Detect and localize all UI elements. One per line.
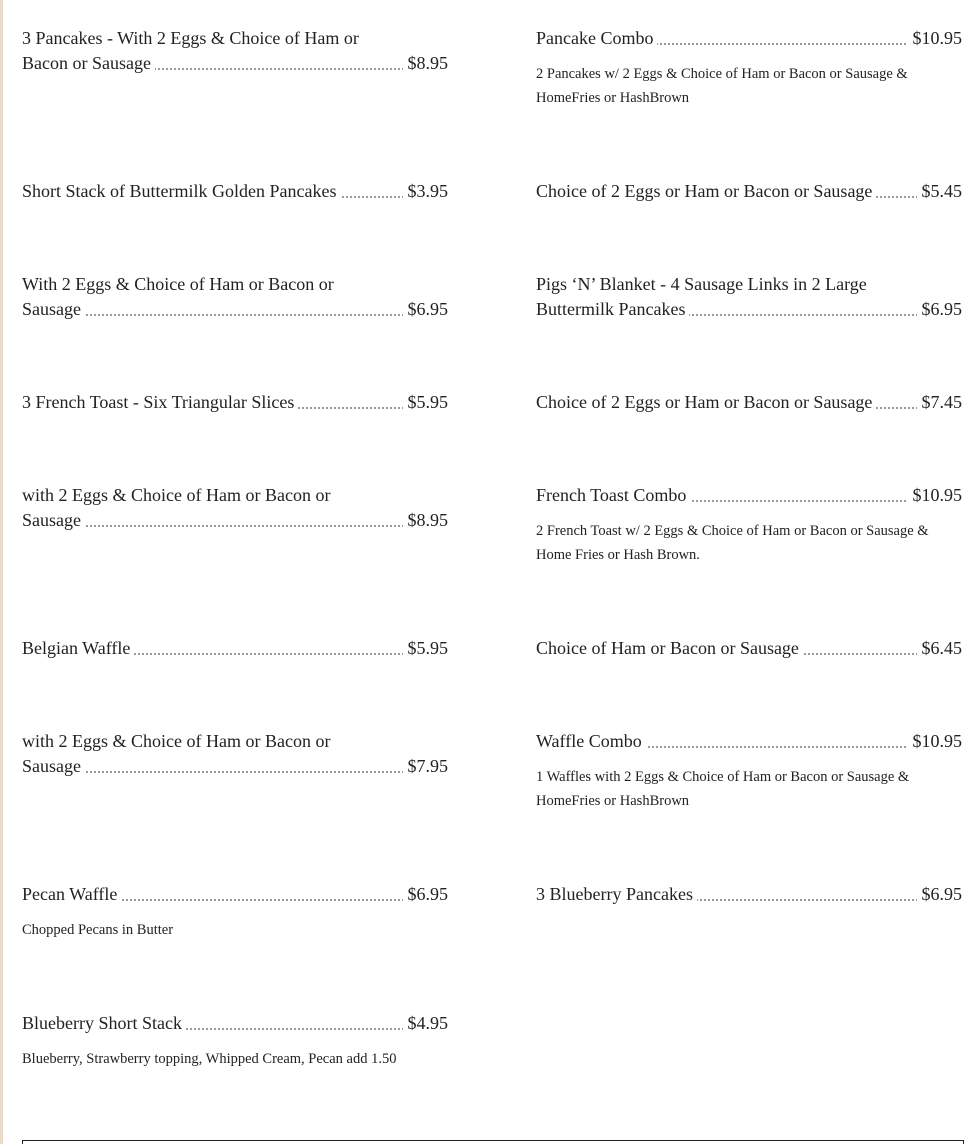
item-price: $6.95 xyxy=(403,882,449,907)
item-description xyxy=(536,519,962,567)
item-name: French Toast Combo xyxy=(536,485,690,505)
item-name-line2: Sausage xyxy=(22,510,85,530)
menu-item-3-pancakes xyxy=(22,26,448,76)
item-price: $5.45 xyxy=(917,179,963,204)
item-name: 3 Blueberry Pancakes xyxy=(536,884,697,904)
item-price: $5.95 xyxy=(403,636,449,661)
item-price: $10.95 xyxy=(908,729,963,754)
menu-item-blueberry-pancakes xyxy=(536,882,962,907)
page-left-border xyxy=(0,0,3,1144)
menu-item-short-stack xyxy=(22,179,448,204)
item-price: $10.95 xyxy=(908,26,963,51)
item-price: $10.95 xyxy=(908,483,963,508)
bottom-divider xyxy=(22,1140,964,1144)
item-name: Belgian Waffle xyxy=(22,638,134,658)
item-name-line2: Buttermilk Pancakes xyxy=(536,299,689,319)
item-name-line1: 3 Pancakes - With 2 Eggs & Choice of Ham or xyxy=(22,28,359,48)
item-name: Short Stack of Buttermilk Golden Pancakes xyxy=(22,181,340,201)
item-description-line1: 2 Pancakes w/ 2 Eggs & Choice of Ham or Bacon or Sausage & xyxy=(536,66,908,82)
item-name: Choice of 2 Eggs or Ham or Bacon or Sausage xyxy=(536,181,876,201)
item-name-line1: Pigs ‘N’ Blanket - 4 Sausage Links in 2 Large xyxy=(536,274,867,294)
item-name-line1: With 2 Eggs & Choice of Ham or Bacon or xyxy=(22,274,334,294)
item-price: $5.95 xyxy=(403,390,449,415)
dot-leader xyxy=(22,314,448,316)
item-description: Blueberry, Strawberry topping, Whipped Cream, Pecan add 1.50 xyxy=(22,1051,397,1067)
menu-item-eggs-or-meat-1 xyxy=(536,179,962,204)
item-name-line2: Bacon or Sausage xyxy=(22,53,155,73)
item-description-line1: 2 French Toast w/ 2 Eggs & Choice of Ham or Bacon or Sausage & xyxy=(536,523,929,539)
item-name: 3 French Toast - Six Triangular Slices xyxy=(22,392,298,412)
menu-item-french-toast-eggs xyxy=(22,483,448,533)
dot-leader xyxy=(22,771,448,773)
item-description xyxy=(536,765,962,813)
item-price: $4.95 xyxy=(403,1011,449,1036)
item-name-line2: Sausage xyxy=(22,756,85,776)
item-name-line1: with 2 Eggs & Choice of Ham or Bacon or xyxy=(22,485,331,505)
menu-item-short-stack-eggs xyxy=(22,272,448,322)
item-name-line1: with 2 Eggs & Choice of Ham or Bacon or xyxy=(22,731,331,751)
menu-item-french-toast-combo xyxy=(536,483,962,567)
item-name: Choice of Ham or Bacon or Sausage xyxy=(536,638,803,658)
menu-item-french-toast xyxy=(22,390,448,415)
item-name: Blueberry Short Stack xyxy=(22,1013,186,1033)
menu-item-pigs-n-blanket xyxy=(536,272,962,322)
item-price: $3.95 xyxy=(403,179,449,204)
item-price: $6.95 xyxy=(917,882,963,907)
menu-item-belgian-waffle-eggs xyxy=(22,729,448,779)
item-name: Pancake Combo xyxy=(536,28,657,48)
item-name-line2: Sausage xyxy=(22,299,85,319)
menu-item-pancake-combo xyxy=(536,26,962,110)
item-price: $6.45 xyxy=(917,636,963,661)
menu-item-blueberry-short-stack xyxy=(22,1011,448,1071)
item-description-line1: 1 Waffles with 2 Eggs & Choice of Ham or Bacon or Sausage & xyxy=(536,769,910,785)
item-description-line2: Home Fries or Hash Brown. xyxy=(536,547,700,563)
item-name: Choice of 2 Eggs or Ham or Bacon or Sausage xyxy=(536,392,876,412)
item-price: $7.45 xyxy=(917,390,963,415)
item-name: Waffle Combo xyxy=(536,731,646,751)
item-price: $6.95 xyxy=(917,297,963,322)
item-price: $8.95 xyxy=(403,51,449,76)
item-price: $8.95 xyxy=(403,508,449,533)
item-description-line2: HomeFries or HashBrown xyxy=(536,793,690,809)
menu-item-eggs-or-meat-2 xyxy=(536,390,962,415)
dot-leader xyxy=(22,525,448,527)
menu-item-belgian-waffle xyxy=(22,636,448,661)
item-description-line2: HomeFries or HashBrown xyxy=(536,90,690,106)
menu-item-waffle-combo xyxy=(536,729,962,813)
menu-item-meat-choice xyxy=(536,636,962,661)
item-name: Pecan Waffle xyxy=(22,884,121,904)
menu-item-pecan-waffle xyxy=(22,882,448,942)
item-description xyxy=(536,62,962,110)
item-price: $7.95 xyxy=(403,754,449,779)
item-description: Chopped Pecans in Butter xyxy=(22,922,174,938)
item-price: $6.95 xyxy=(403,297,449,322)
